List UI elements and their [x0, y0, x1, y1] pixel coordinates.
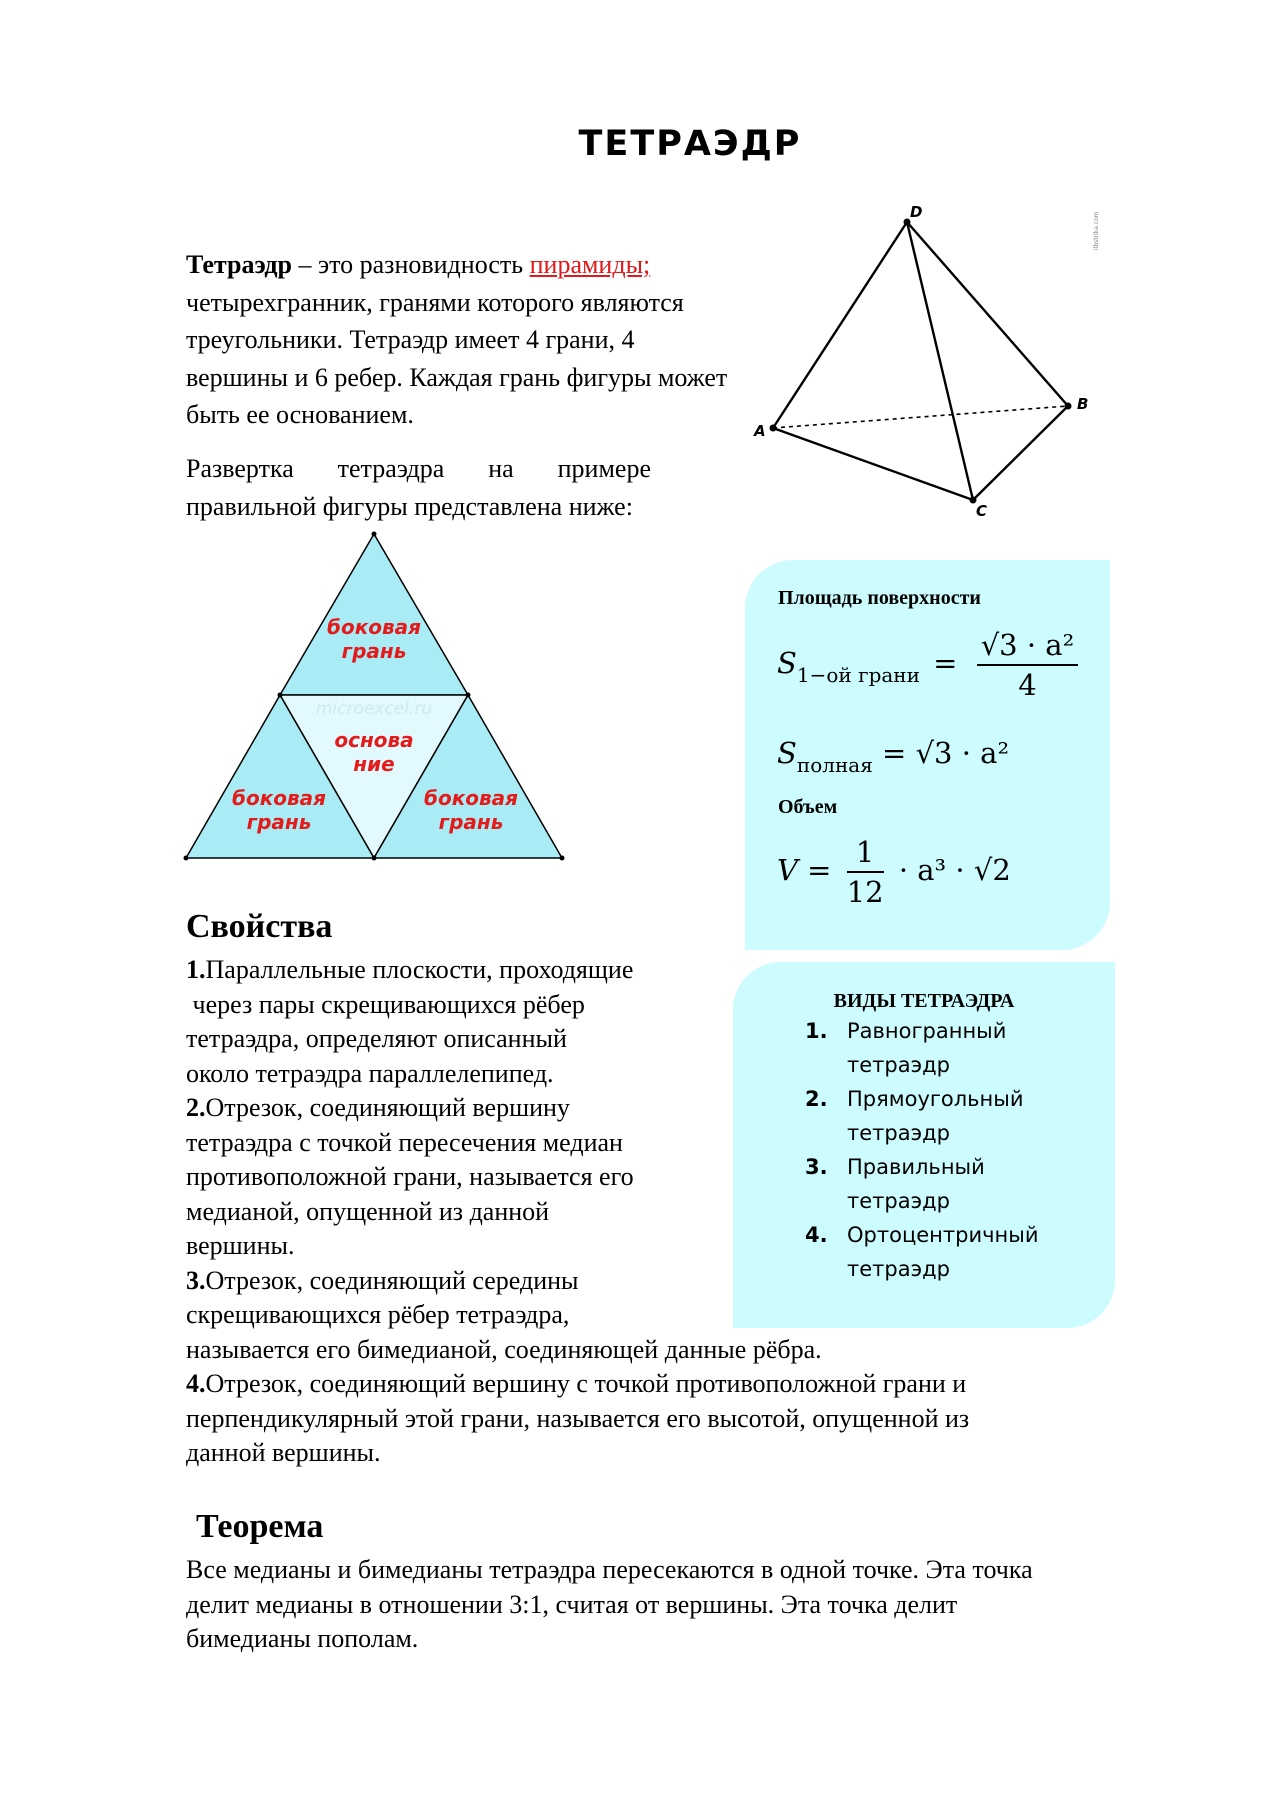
face-area-denominator: 4	[1018, 668, 1037, 702]
vertex-d-label: D	[910, 203, 923, 221]
intro-term: Тетраэдр	[186, 250, 292, 279]
vertex-c-label: C	[976, 502, 988, 520]
kinds-item: 2. Прямоугольный тетраэдр	[805, 1087, 1024, 1145]
property-1: 1.Параллельные плоскости, проходящие	[186, 955, 634, 984]
kinds-item: 1. Равногранный тетраэдр	[805, 1019, 1007, 1077]
properties-heading: Свойства	[186, 908, 333, 945]
net-left-label-1: боковая	[231, 786, 327, 810]
edge-da	[773, 222, 907, 428]
net-top-label-1: боковая	[326, 615, 422, 639]
net-right-label-1: боковая	[423, 786, 519, 810]
volume-formula: V = $\frac{1}{12}$ · a³ · √2	[777, 835, 1011, 909]
kinds-item: 3. Правильный тетраэдр	[805, 1155, 985, 1213]
net-figure	[180, 528, 570, 868]
vertex-a-label: A	[754, 422, 766, 440]
formula-card	[745, 560, 1110, 950]
volume-tail: · a³ · √2	[898, 853, 1011, 887]
full-area-rhs: = √3 · a²	[882, 736, 1010, 770]
net-right-label-2: грань	[438, 810, 504, 834]
vertex-b-label: B	[1077, 395, 1089, 413]
net-center-label-1: основа	[334, 728, 414, 752]
intro-text-1: – это разновидность	[291, 250, 530, 279]
edge-db	[907, 222, 1068, 406]
net-watermark: microexcel.ru	[315, 699, 433, 719]
face-area-formula: $S_{1-ой грани}$ = $\frac{\text{√3 · a²}}{4}$	[777, 628, 1084, 702]
kinds-heading: ВИДЫ ТЕТРАЭДРА	[833, 990, 1015, 1012]
theorem-text: Все медианы и бимедианы тетраэдра пересекаются в одной точке. Эта точка делит медианы в отношении 3:1, считая от вершины. Эта точка делит бимедианы пополам.	[186, 1555, 1033, 1653]
area-heading: Площадь поверхности	[778, 587, 981, 609]
net-intro: Развертка тетраэдра на примере правильной фигуры представлена ниже:	[186, 454, 651, 521]
property-4: 4.Отрезок, соединяющий вершину с точкой противоположной грани и	[186, 1369, 967, 1398]
volume-numerator: 1	[847, 835, 884, 873]
volume-heading: Объем	[778, 796, 838, 818]
full-area-subscript: полная	[796, 753, 873, 777]
edge-dc	[907, 222, 973, 500]
intro-text-2: четырехгранник, гранями которого являются треугольники. Тетраэдр имеет 4 грани, 4 вершины и 6 ребер. Каждая грань фигуры может быть ее основанием.	[186, 287, 728, 429]
face-area-subscript: 1−ой грани	[796, 663, 920, 687]
full-area-formula: $S_{полная} = √3 \cdot a^2$	[777, 736, 1010, 777]
edge-bc	[973, 406, 1068, 500]
edge-ab-hidden	[773, 406, 1068, 428]
face-area-numerator: √3 · a²	[977, 628, 1079, 666]
volume-denominator: 12	[846, 875, 884, 909]
net-center-label-2: ние	[353, 752, 395, 776]
intro-paragraph	[186, 246, 731, 434]
vertex-b-dot	[1065, 403, 1072, 410]
page-title: ТЕТРАЭДР	[578, 124, 802, 164]
pyramid-link[interactable]: пирамиды;	[529, 250, 651, 279]
properties-list: 1.Параллельные плоскости, проходящие через пары скрещивающихся рёбер тетраэдра, определяют описанный около тетраэдра параллелепипед. 2.Отрезок, соединяющий вершину тетраэдра с точкой пересечения медиан противоположной грани, называется его медианой, опущенной из данной вершины. 3.Отрезок, соединяющий середины скрещивающихся рёбер тетраэдра, называется его бимедианой, соединяющей данные рёбра. 4.Отрезок, соединяющий вершину с точкой противоположной грани и перпендикулярный этой грани, называется его высотой, опущенной из данной вершины.	[186, 953, 1186, 1471]
net-left-label-2: грань	[246, 810, 312, 834]
vertex-a-dot	[770, 425, 777, 432]
property-3: 3.Отрезок, соединяющий середины	[186, 1265, 579, 1295]
kinds-item: 4. Ортоцентричный тетраэдр	[805, 1223, 1039, 1281]
tetra-watermark: ilbstrika.com	[1093, 211, 1100, 250]
edge-ac	[773, 428, 973, 500]
property-2: 2.Отрезок, соединяющий вершину	[186, 1093, 570, 1122]
net-top-label-2: грань	[341, 639, 407, 663]
theorem-heading: Теорема	[196, 1508, 324, 1545]
tetrahedron-figure	[750, 200, 1130, 530]
